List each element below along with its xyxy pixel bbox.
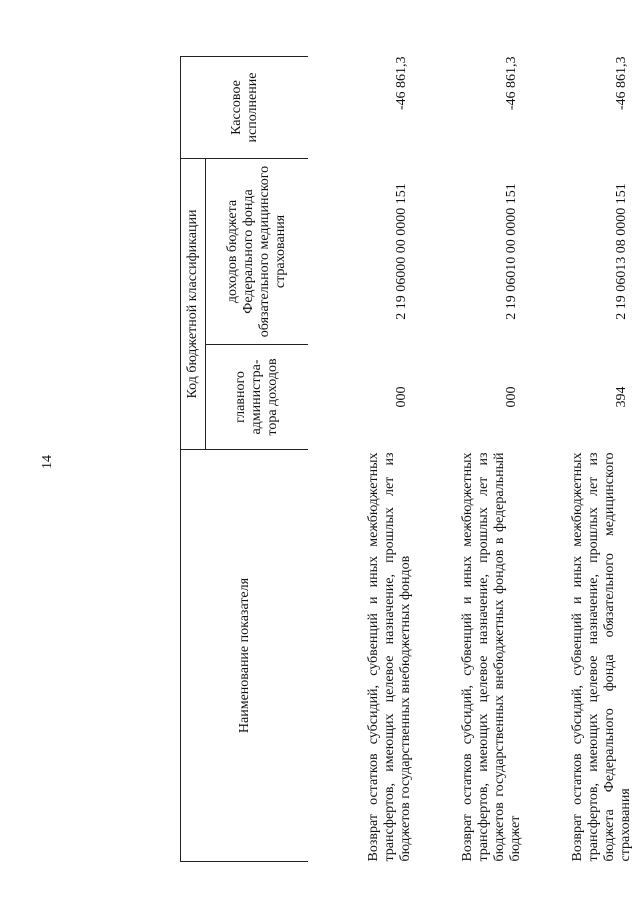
- row-revenue-code: 2 19 06013 08 0000 151: [614, 183, 629, 320]
- table-header: [181, 57, 309, 862]
- table-row: [308, 57, 414, 862]
- row-indicator-name: Возврат остатков субсидий, субвенций и иных межбюджетных трансфертов, имеющих целевое назначение, прошлых лет из бюджетов государственных внебюджетных фондов: [366, 452, 413, 862]
- table-row: [524, 57, 634, 862]
- row-admin-code: 394: [614, 386, 629, 408]
- table-row: [414, 57, 524, 862]
- row-cash-execution: -46 861,3: [504, 56, 519, 111]
- row-revenue-code: 2 19 06010 00 0000 151: [504, 183, 519, 320]
- header-classification-group: Код бюджетной классификации: [181, 159, 206, 450]
- table-body: [308, 57, 634, 862]
- page-number: 14: [40, 455, 55, 469]
- header-cash-execution: Кассовое исполнение: [181, 57, 309, 159]
- row-indicator-name: Возврат остатков субсидий, субвенций и иных межбюджетных трансфертов, имеющих целевое назначение, прошлых лет из бюджетов государственных внебюджетных фондов в федеральный бюджет: [460, 452, 523, 862]
- header-main-administrator: главного администра-тора доходов: [206, 345, 309, 450]
- row-indicator-name: Возврат остатков субсидий, субвенций и иных межбюджетных трансфертов, имеющих целевое назначение, прошлых лет из бюджета Федерального фонда обязательного медицинского страхования: [570, 452, 633, 862]
- row-admin-code: 000: [504, 386, 519, 408]
- row-cash-execution: -46 861,3: [614, 56, 629, 111]
- header-revenue-code: доходов бюджета Федерального фонда обязательного медицинского страхования: [206, 159, 309, 345]
- row-revenue-code: 2 19 06000 00 0000 151: [394, 183, 409, 320]
- row-cash-execution: -46 861,3: [394, 56, 409, 111]
- budget-table: [180, 56, 634, 862]
- header-indicator-name: Наименование показателя: [181, 450, 309, 862]
- row-admin-code: 000: [394, 386, 409, 408]
- rotated-page-content: [180, 57, 640, 862]
